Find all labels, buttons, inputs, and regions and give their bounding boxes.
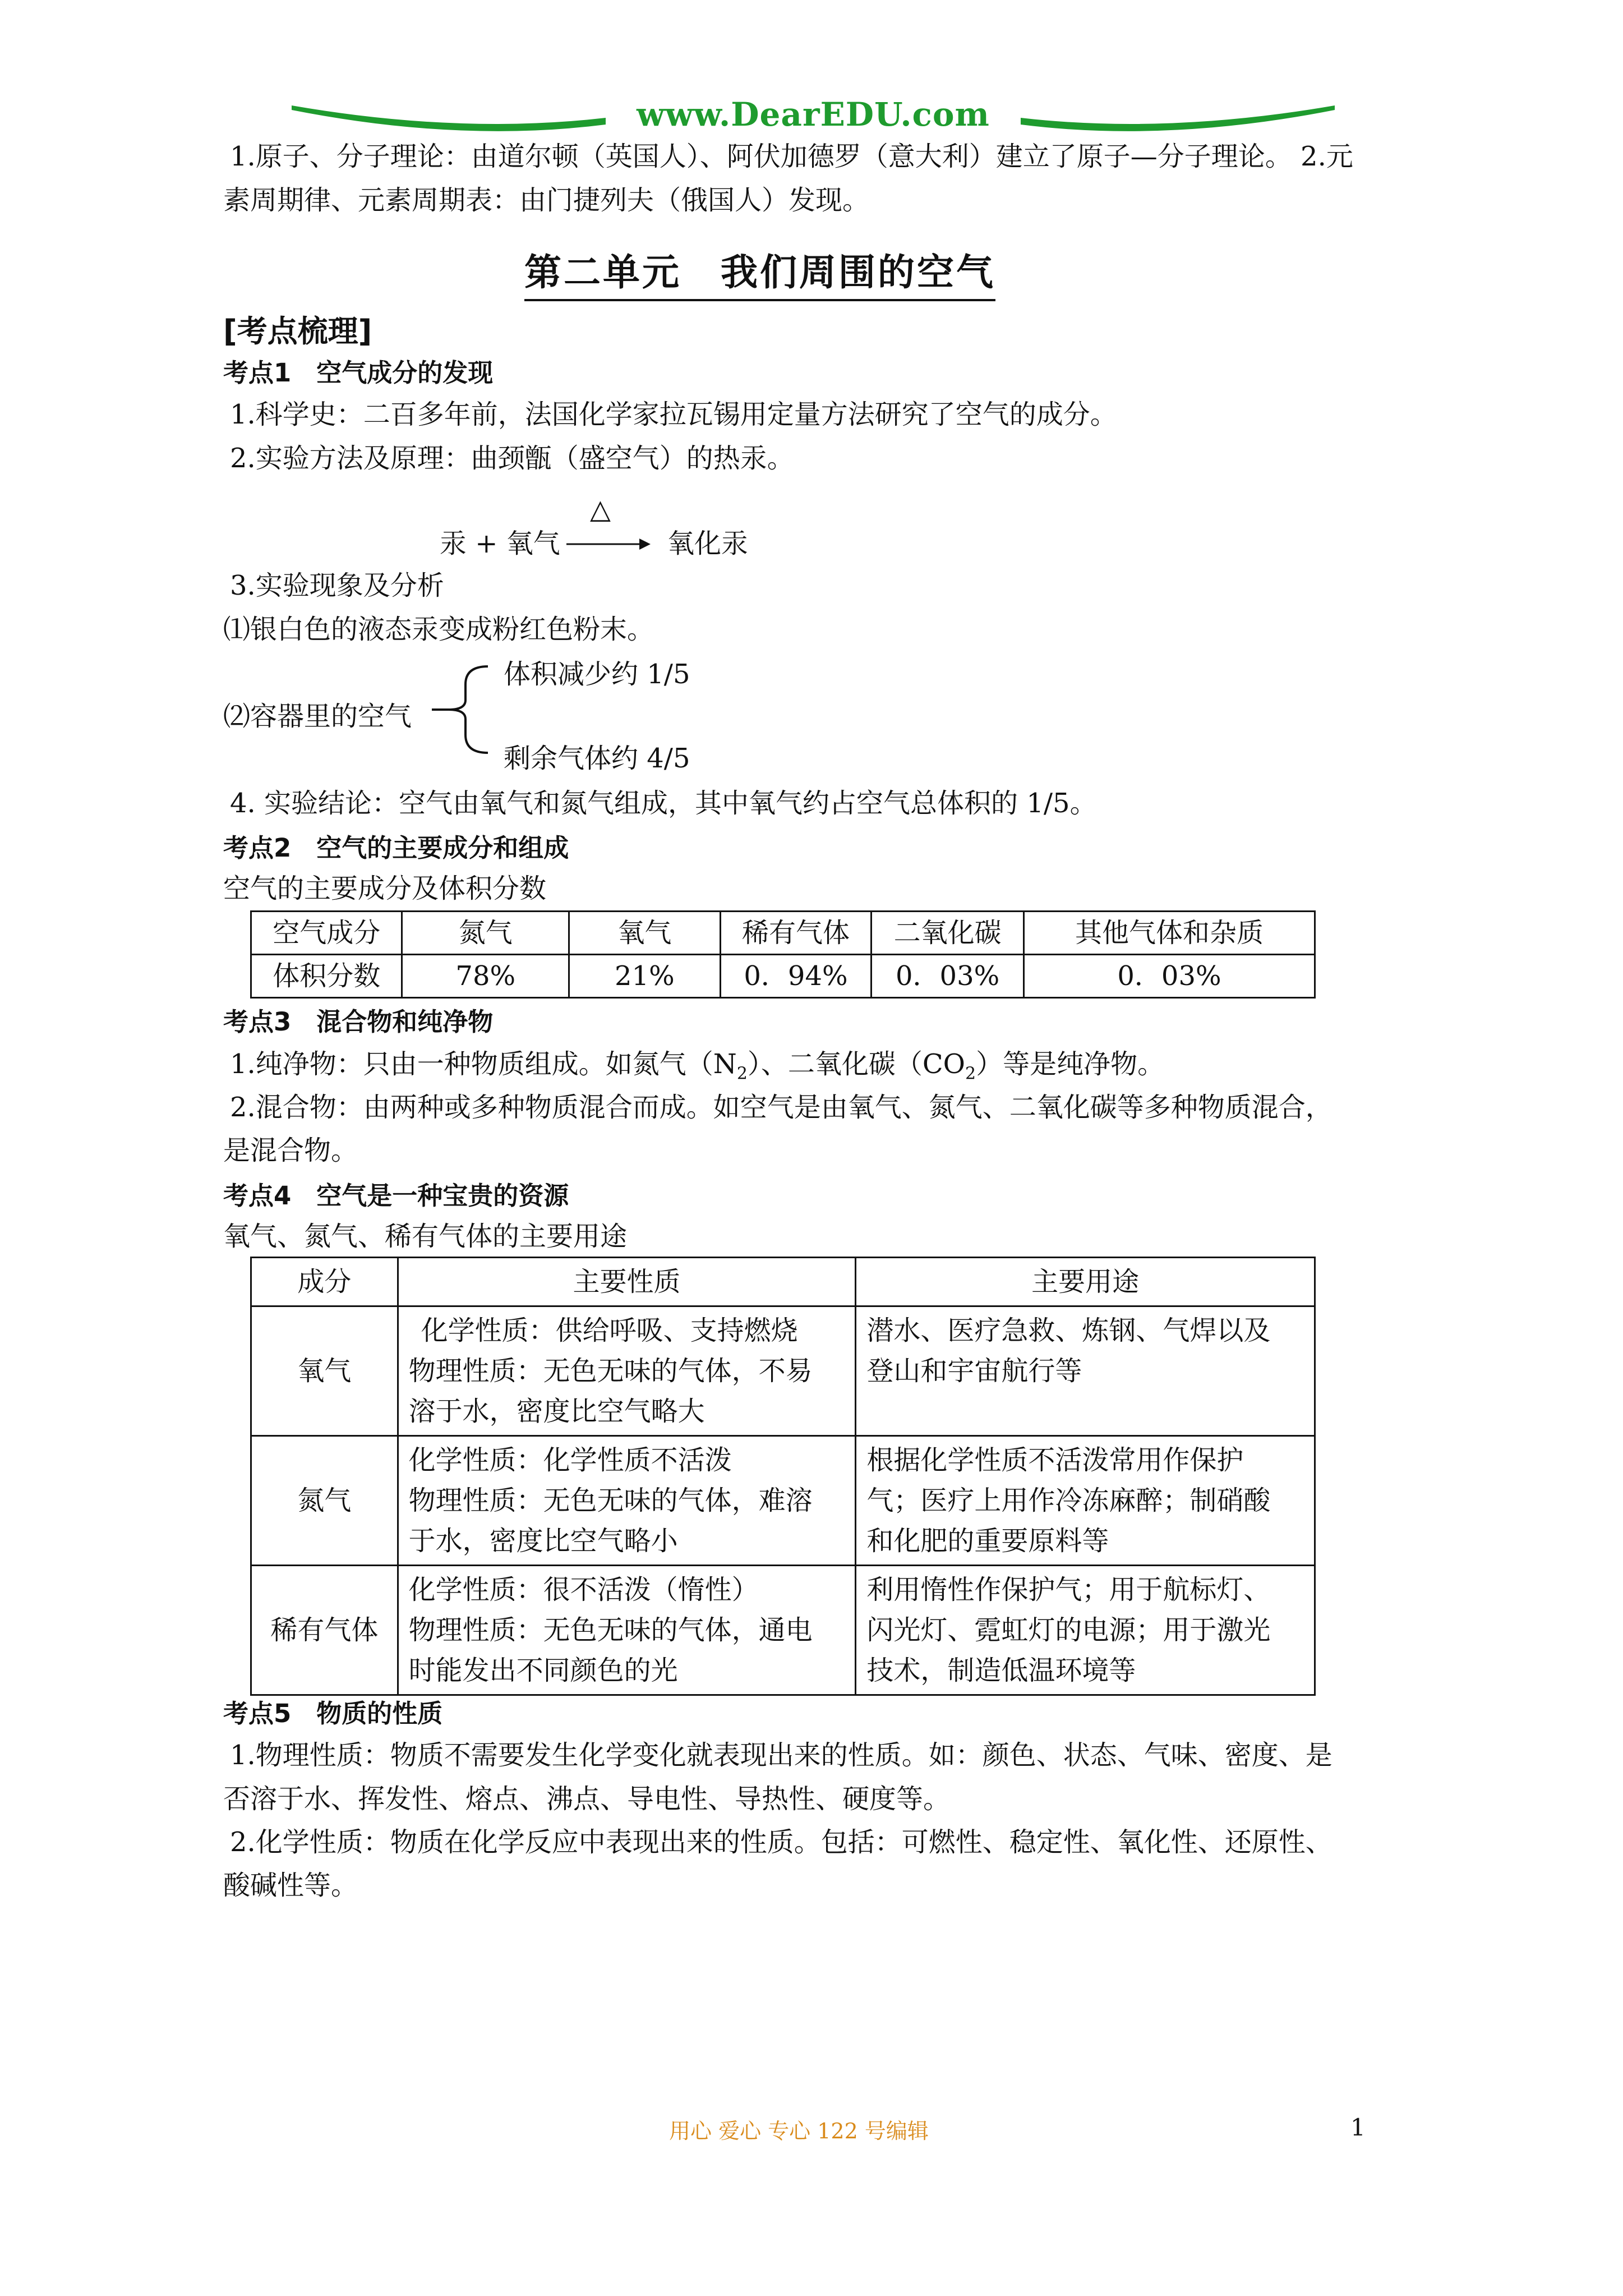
uses-line: 和化肥的重要原料等 [866,1525,1109,1557]
uses-line: 登山和宇宙航行等 [866,1355,1082,1387]
props-line: 化学性质：很不活泼（惰性） [408,1574,759,1605]
table-cell: 0．94% [720,955,872,998]
table-row [251,1436,1315,1566]
table-cell: 其他气体和杂质 [1023,912,1315,955]
table-header-cell: 主要用途 [856,1258,1315,1306]
uses-line: 根据化学性质不活泼常用作保护 [866,1444,1244,1476]
kd5-p2-line1: 2.化学性质：物质在化学反应中表现出来的性质。包括：可燃性、稳定性、氧化性、还原性、 [230,1826,1332,1858]
gas-uses-cell [856,1566,1315,1695]
intro-line-1: 1.原子、分子理论：由道尔顿（英国人）、阿伏加德罗（意大利）建立了原子—分子理论。 2.元 [230,141,1353,172]
props-line: 溶于水，密度比空气略大 [408,1396,705,1427]
table-cell: 氧气 [569,912,721,955]
kd3-p1-a: 1.纯净物：只由一种物质组成。如氮气（N [230,1048,737,1080]
table-cell: 稀有气体 [720,912,872,955]
gas-props-cell [398,1436,856,1566]
table-row [251,955,1315,998]
table-cell: 空气成分 [251,912,402,955]
table-row [251,912,1315,955]
table-cell: 21% [569,955,721,998]
footer-text: 用心 爱心 专心 122 号编辑 [669,2119,929,2143]
table-header-row [251,1258,1315,1306]
gas-props-cell [398,1306,856,1436]
props-line: 化学性质：供给呼吸、支持燃烧 [421,1315,798,1346]
equation-condition: △ [590,494,611,525]
uses-line: 闪光灯、霓虹灯的电源；用于激光 [866,1614,1271,1646]
kd1-p4: 4. 实验结论：空气由氧气和氮气组成，其中氧气约占空气总体积的 1/5。 [230,788,1097,819]
kd5-p1-line1: 1.物理性质：物质不需要发生化学变化就表现出来的性质。如：颜色、状态、气味、密度、是 [230,1740,1332,1771]
gas-props-cell [398,1566,856,1695]
table-cell: 氮气 [402,912,569,955]
props-line: 物理性质：无色无味的气体，难溶 [408,1485,813,1516]
table-row [251,1566,1315,1695]
table-header-cell: 成分 [251,1258,398,1306]
uses-line: 气；医疗上用作冷冻麻醉；制硝酸 [866,1485,1271,1516]
page-number: 1 [1350,2114,1366,2141]
kd1-p1: 1.科学史：二百多年前，法国化学家拉瓦锡用定量方法研究了空气的成分。 [230,399,1117,430]
kd2-caption: 空气的主要成分及体积分数 [223,873,547,904]
table-cell: 体积分数 [251,955,402,998]
props-line: 化学性质：化学性质不活泼 [408,1444,732,1476]
kd1-obs2-a: 体积减少约 1/5 [504,659,690,690]
brace-graphic [426,662,494,757]
table-header-cell: 主要性质 [398,1258,856,1306]
table-cell: 78% [402,955,569,998]
kd5-p2-line2: 酸碱性等。 [223,1870,358,1901]
gas-uses-table [250,1257,1316,1696]
kd3-p1-sub2: 2 [965,1064,976,1084]
kd5-heading: 考点5 物质的性质 [223,1699,443,1728]
kd3-p2-line2: 是混合物。 [223,1135,358,1166]
kd3-p1-sub1: 2 [736,1064,748,1084]
gas-name-cell: 氧气 [251,1306,398,1436]
kd4-caption: 氧气、氮气、稀有气体的主要用途 [223,1221,628,1252]
intro-line-2: 素周期律、元素周期表：由门捷列夫（俄国人）发现。 [223,185,870,216]
gas-name-cell: 稀有气体 [251,1566,398,1695]
kd1-p2: 2.实验方法及原理：曲颈甑（盛空气）的热汞。 [230,443,794,474]
gas-uses-cell [856,1436,1315,1566]
table-cell: 0．03% [872,955,1024,998]
table-cell: 0．03% [1023,955,1315,998]
table-cell: 二氧化碳 [872,912,1024,955]
kd3-heading: 考点3 混合物和纯净物 [223,1007,494,1037]
gas-name-cell: 氮气 [251,1436,398,1566]
equation-arrow [566,533,651,555]
section-label: [考点梳理] [223,314,372,349]
kd5-p1-line2: 否溶于水、挥发性、熔点、沸点、导电性、导热性、硬度等。 [223,1783,951,1815]
kd3-p1-c: ）等是纯净物。 [976,1048,1165,1080]
kd1-obs2-b: 剩余气体约 4/5 [504,743,690,774]
air-composition-table [250,910,1316,999]
kd3-p1-b: ）、二氧化碳（CO [747,1048,965,1080]
uses-line: 利用惰性作保护气；用于航标灯、 [866,1574,1271,1605]
kd1-obs1: ⑴银白色的液态汞变成粉红色粉末。 [223,614,654,645]
uses-line: 潜水、医疗急救、炼钢、气焊以及 [866,1315,1271,1346]
props-line: 物理性质：无色无味的气体，通电 [408,1614,813,1646]
kd4-heading: 考点4 空气是一种宝贵的资源 [223,1181,569,1211]
kd1-heading: 考点1 空气成分的发现 [223,358,494,388]
site-url-text: www.DearEDU.com [637,95,990,134]
props-line: 物理性质：无色无味的气体，不易 [408,1355,813,1387]
equation-right: 氧化汞 [667,528,749,559]
props-line: 时能发出不同颜色的光 [408,1655,678,1686]
equation-left: 汞 + 氧气 [440,528,560,559]
gas-uses-cell [856,1306,1315,1436]
kd3-p2-line1: 2.混合物：由两种或多种物质混合而成。如空气是由氧气、氮气、二氧化碳等多种物质混合， [230,1092,1332,1123]
kd1-p3: 3.实验现象及分析 [230,570,444,601]
kd1-obs2-label: ⑵容器里的空气 [223,701,412,732]
props-line: 于水，密度比空气略小 [408,1525,678,1557]
kd2-heading: 考点2 空气的主要成分和组成 [223,833,569,863]
table-row [251,1306,1315,1436]
unit-title: 第二单元 我们周围的空气 [524,242,995,301]
uses-line: 技术，制造低温环境等 [866,1655,1136,1686]
